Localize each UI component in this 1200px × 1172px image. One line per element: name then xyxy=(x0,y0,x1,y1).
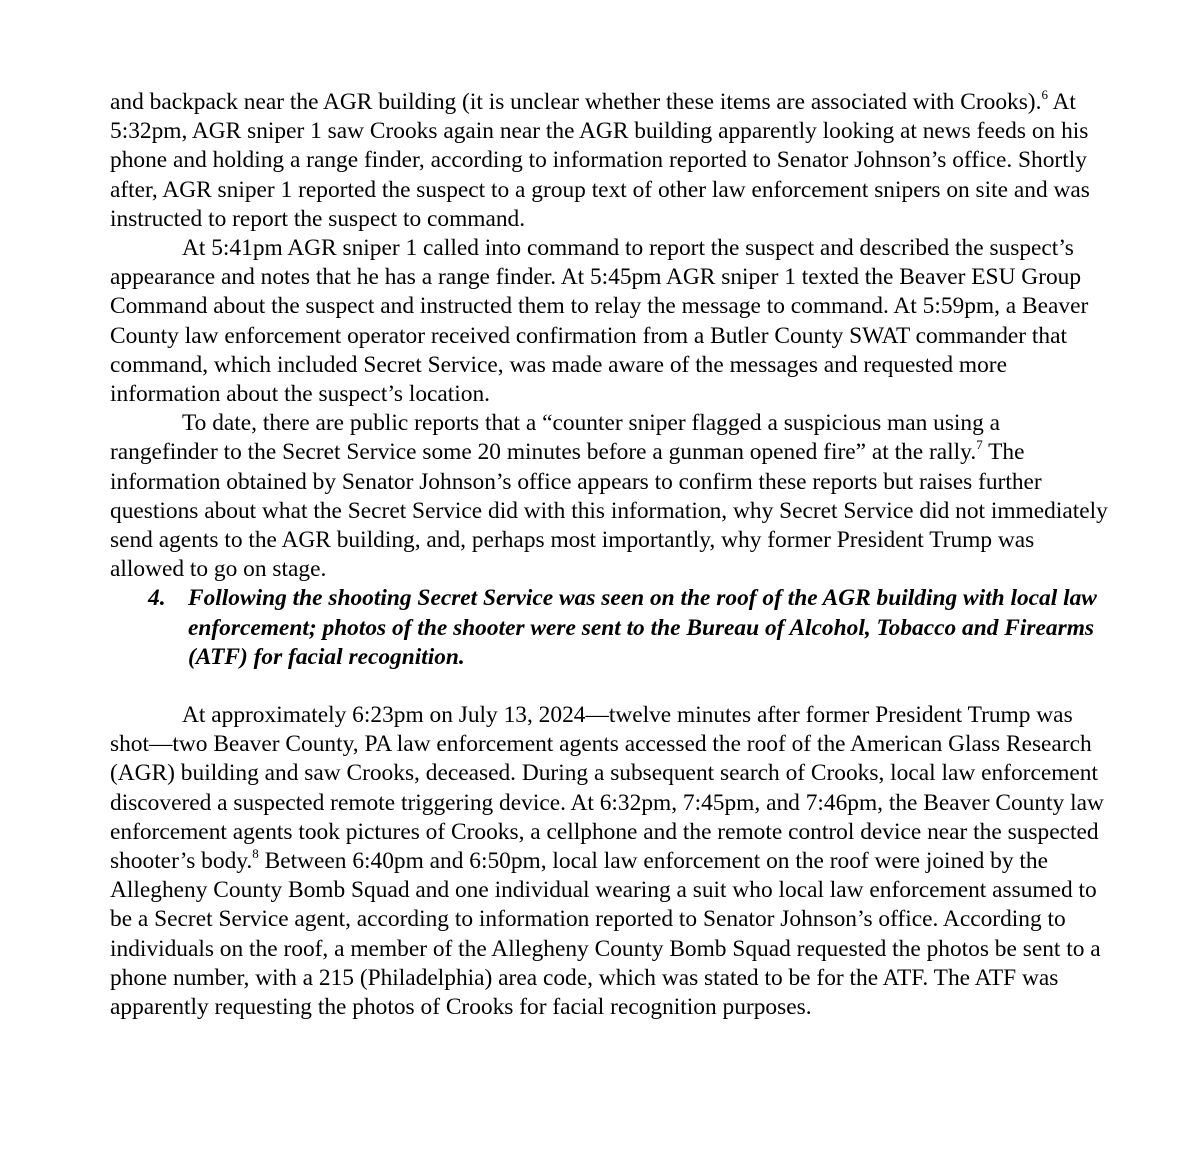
paragraph-text: At 5:32pm, AGR sniper 1 saw Crooks again near the AGR building apparently looking at news feeds on his phone and holding a range finder, according to information reported to Senator Johnson’s office. Shortly after, AGR sniper 1 reported the suspect to a group text of other law enforcement snipers on site and was instructed to report the suspect to command. xyxy=(110,89,1090,232)
footnote-ref-7: 7 xyxy=(976,437,983,453)
paragraph-text: and backpack near the AGR building (it is unclear whether these items are associated with Crooks). xyxy=(110,89,1042,115)
footnote-ref-8: 8 xyxy=(252,846,259,862)
paragraph-text: The information obtained by Senator Johnson’s office appears to confirm these reports but raises further questions about what the Secret Service did with this information, why Secret Service did not immediately send agents to the AGR building, and, perhaps most importantly, why former President Trump was allowed to go on stage. xyxy=(110,439,1108,583)
paragraph-backpack-sniper xyxy=(110,88,1110,234)
paragraph-text: At 5:41pm AGR sniper 1 called into command to report the suspect and described the suspect’s appearance and notes that he has a range finder. At 5:45pm AGR sniper 1 texted the Beaver ESU Group Command about the suspect and instructed them to relay the message to command. At 5:59pm, a Beaver County law enforcement operator received confirmation from a Butler County SWAT commander that command, which included Secret Service, was made aware of the messages and requested more information about the suspect’s location. xyxy=(110,235,1089,408)
section-number: 4. xyxy=(148,585,166,612)
paragraph-text: At approximately 6:23pm on July 13, 2024—twelve minutes after former President Trump was shot—two Beaver County, PA law enforcement agents accessed the roof of the American Glass Research (AGR) building and saw Crooks, deceased. During a subsequent search of Crooks, local law enforcement discovered a suspected remote triggering device. At 6:32pm, 7:45pm, and 7:46pm, the Beaver County law enforcement agents took pictures of Crooks, a cellphone and the remote control device near the suspected shooter’s body. xyxy=(110,702,1104,875)
paragraph-text: Between 6:40pm and 6:50pm, local law enforcement on the roof were joined by the Allegheny County Bomb Squad and one individual wearing a suit who local law enforcement assumed to be a Secret Service agent, according to information reported to Senator Johnson’s office. According to individuals on the roof, a member of the Allegheny County Bomb Squad requested the photos be sent to a phone number, with a 215 (Philadelphia) area code, which was stated to be for the ATF. The ATF was apparently requesting the photos of Crooks for facial recognition purposes. xyxy=(110,848,1101,1021)
section-heading-text: Following the shooting Secret Service was seen on the roof of the AGR building with local law enforcement; photos of the shooter were sent to the Bureau of Alcohol, Tobacco and Firearms (ATF) for facial recognition. xyxy=(188,585,1097,670)
paragraph-public-reports xyxy=(110,409,1110,584)
footnote-ref-6: 6 xyxy=(1041,87,1048,102)
paragraph-roof-access xyxy=(110,701,1110,1022)
section-heading-4 xyxy=(148,584,1110,672)
paragraph-command-report xyxy=(110,234,1110,409)
document-page xyxy=(110,88,1110,1022)
paragraph-text: To date, there are public reports that a “counter sniper flagged a suspicious man using a rangefinder to the Secret Service some 20 minutes before a gunman opened fire” at the rally. xyxy=(110,410,1001,466)
